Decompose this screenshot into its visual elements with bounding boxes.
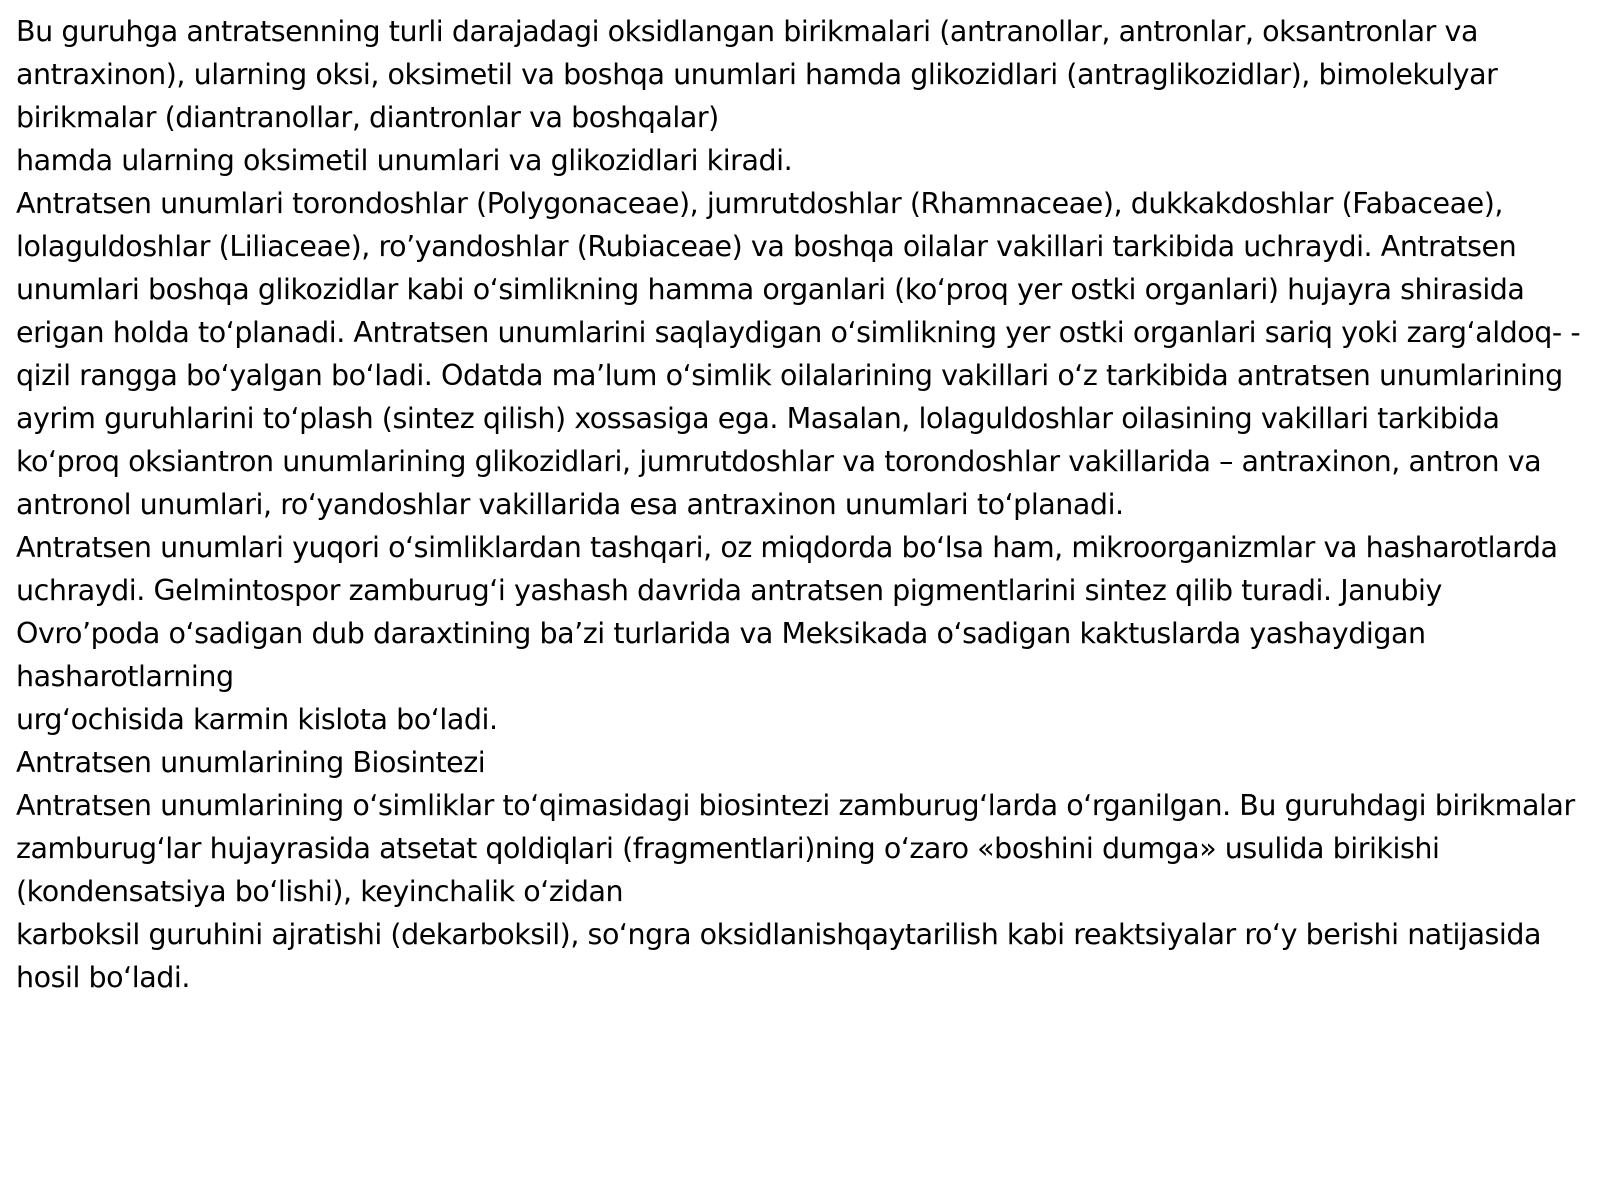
body-text	[16, 10, 1584, 999]
paragraph-biosynthesis-continued: karboksil guruhini ajratishi (dekarboksil), soʻngra oksidlanishqaytarilish kabi reaktsiyalar roʻy berishi natijasida hosil boʻladi.	[16, 918, 1542, 994]
section-heading-biosynthesis: Antratsen unumlarining Biosintezi	[16, 746, 486, 779]
paragraph-microorganisms: Antratsen unumlari yuqori oʻsimliklardan tashqari, oz miqdorda boʻlsa ham, mikroorganizmlar va hasharotlarda uchraydi. Gelmintospor zamburugʻi yashash davrida antratsen pigmentlarini sintez qilib turadi. Janubiy Ovro’poda oʻsadigan dub daraxtining ba’zi turlarida va Meksikada oʻsadigan kaktuslarda yashaydigan hasharotlarning	[16, 531, 1558, 693]
paragraph-intro-continued: hamda ularning oksimetil unumlari va glikozidlari kiradi.	[16, 144, 793, 177]
paragraph-biosynthesis: Antratsen unumlarining oʻsimliklar toʻqimasidagi biosintezi zamburugʻlarda oʻrganilgan. Bu guruhdagi birikmalar zamburugʻlar hujayrasida atsetat qoldiqlari (fragmentlari)ning oʻzaro «boshini dumga» usulida birikishi (kondensatsiya boʻlishi), keyinchalik oʻzidan	[16, 789, 1575, 908]
paragraph-intro: Bu guruhga antratsenning turli darajadagi oksidlangan birikmalari (antranollar, antronlar, oksantronlar va antraxinon), ularning oksi, oksimetil va boshqa unumlari hamda glikozidlari (antraglikozidlar), bimolekulyar birikmalar (diantranollar, diantronlar va boshqalar)	[16, 15, 1498, 134]
paragraph-microorganisms-continued: urgʻochisida karmin kislota boʻladi.	[16, 703, 498, 736]
paragraph-distribution: Antratsen unumlari torondoshlar (Polygonaceae), jumrutdoshlar (Rhamnaceae), dukkakdoshlar (Fabaceae), lolaguldoshlar (Liliaceae), ro’yandoshlar (Rubiaceae) va boshqa oilalar vakillari tarkibida uchraydi. Antratsen unumlari boshqa glikozidlar kabi oʻsimlikning hamma organlari (koʻproq yer ostki organlari) hujayra shirasida erigan holda toʻplanadi. Antratsen unumlarini saqlaydigan oʻsimlikning yer ostki organlari sariq yoki zargʻaldoq- -qizil rangga boʻyalgan boʻladi. Odatda ma’lum oʻsimlik oilalarining vakillari oʻz tarkibida antratsen unumlarining ayrim guruhlarini toʻplash (sintez qilish) xossasiga ega. Masalan, lolaguldoshlar oilasining vakillari tarkibida koʻproq oksiantron unumlarining glikozidlari, jumrutdoshlar va torondoshlar vakillarida – antraxinon, antron va antronol unumlari, roʻyandoshlar vakillarida esa antraxinon unumlari toʻplanadi.	[16, 187, 1581, 521]
